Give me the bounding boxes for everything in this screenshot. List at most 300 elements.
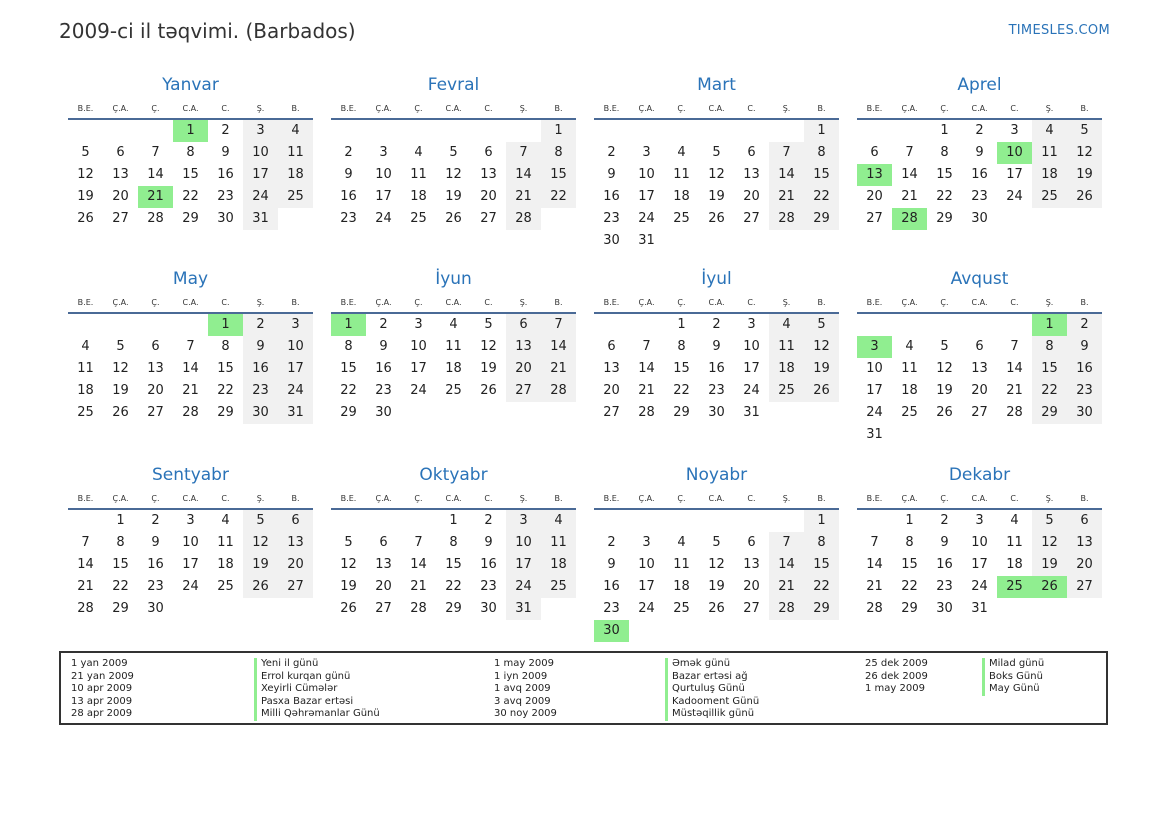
legend-date: 1 iyn 2009 bbox=[494, 670, 548, 682]
day-cell: 7 bbox=[414, 535, 423, 550]
day-cell: 31 bbox=[243, 208, 278, 230]
day-cell: 16 bbox=[708, 361, 725, 376]
day-cell: 12 bbox=[708, 557, 725, 572]
day-cell: 24 bbox=[410, 383, 427, 398]
day-cell: 14 bbox=[182, 361, 199, 376]
day-cell: 26 bbox=[708, 211, 725, 226]
weekday-label: C. bbox=[484, 493, 493, 503]
day-cell: 13 bbox=[1067, 532, 1102, 554]
day-cell: 20 bbox=[603, 383, 620, 398]
weekday-label: C.A. bbox=[971, 493, 988, 503]
empty-cell bbox=[629, 314, 664, 336]
weekday-label: C.A. bbox=[445, 297, 462, 307]
day-cell: 25 bbox=[673, 211, 690, 226]
day-cell: 23 bbox=[217, 189, 234, 204]
empty-cell bbox=[173, 314, 208, 336]
day-cell: 6 bbox=[747, 535, 756, 550]
legend-dates-column bbox=[865, 658, 928, 696]
month-2 bbox=[594, 72, 839, 266]
day-cell: 22 bbox=[804, 576, 839, 598]
empty-cell bbox=[68, 314, 103, 336]
day-cell: 25 bbox=[278, 186, 313, 208]
days-grid bbox=[68, 510, 313, 620]
day-cell: 2 bbox=[975, 123, 984, 138]
day-cell: 10 bbox=[182, 535, 199, 550]
day-cell: 11 bbox=[410, 167, 427, 182]
day-cell: 21 bbox=[410, 579, 427, 594]
empty-cell bbox=[401, 510, 436, 532]
day-cell: 2 bbox=[344, 145, 353, 160]
weekday-label: Ş. bbox=[1045, 297, 1054, 307]
weekday-header bbox=[331, 488, 576, 510]
day-cell: 23 bbox=[480, 579, 497, 594]
days-grid bbox=[594, 314, 839, 424]
legend-holiday-name: Qurtuluş Günü bbox=[665, 683, 759, 696]
day-cell: 3 bbox=[379, 145, 388, 160]
day-cell: 8 bbox=[1032, 336, 1067, 358]
day-cell: 4 bbox=[905, 339, 914, 354]
day-cell: 20 bbox=[375, 579, 392, 594]
day-cell: 15 bbox=[673, 361, 690, 376]
day-cell: 12 bbox=[340, 557, 357, 572]
day-cell: 26 bbox=[804, 380, 839, 402]
day-cell: 21 bbox=[77, 579, 94, 594]
holiday-day-cell: 3 bbox=[857, 336, 892, 358]
day-cell: 16 bbox=[375, 361, 392, 376]
legend-holiday-name: Boks Günü bbox=[982, 671, 1044, 684]
brand-link[interactable]: TIMESLES.COM bbox=[1008, 23, 1110, 38]
day-cell: 5 bbox=[116, 339, 125, 354]
day-cell: 16 bbox=[603, 579, 620, 594]
day-cell: 28 bbox=[769, 208, 804, 230]
day-cell: 24 bbox=[638, 601, 655, 616]
empty-cell bbox=[401, 120, 436, 142]
day-cell: 21 bbox=[769, 576, 804, 598]
day-cell: 30 bbox=[243, 402, 278, 424]
weekday-header bbox=[331, 98, 576, 120]
legend-holiday-name: Kadooment Günü bbox=[665, 696, 759, 709]
day-cell: 3 bbox=[186, 513, 195, 528]
day-cell: 19 bbox=[1032, 554, 1067, 576]
day-cell: 18 bbox=[1032, 164, 1067, 186]
day-cell: 20 bbox=[112, 189, 129, 204]
day-cell: 11 bbox=[217, 535, 234, 550]
weekday-label: B. bbox=[554, 493, 563, 503]
days-grid bbox=[857, 510, 1102, 620]
legend-date: 25 dek 2009 bbox=[865, 658, 928, 669]
weekday-label: Ç. bbox=[414, 493, 423, 503]
day-cell: 24 bbox=[743, 383, 760, 398]
day-cell: 8 bbox=[804, 532, 839, 554]
day-cell: 31 bbox=[638, 233, 655, 248]
day-cell: 9 bbox=[243, 336, 278, 358]
day-cell: 24 bbox=[375, 211, 392, 226]
day-cell: 19 bbox=[708, 579, 725, 594]
month-title: Aprel bbox=[957, 75, 1002, 95]
weekday-label: Ş. bbox=[782, 103, 791, 113]
day-cell: 12 bbox=[804, 336, 839, 358]
day-cell: 6 bbox=[116, 145, 125, 160]
empty-cell bbox=[892, 120, 927, 142]
day-cell: 20 bbox=[743, 189, 760, 204]
weekday-label: Ç.A. bbox=[901, 103, 918, 113]
day-cell: 6 bbox=[607, 339, 616, 354]
day-cell: 24 bbox=[1006, 189, 1023, 204]
day-cell: 11 bbox=[901, 361, 918, 376]
weekday-label: Ç. bbox=[677, 493, 686, 503]
empty-cell bbox=[857, 510, 892, 532]
day-cell: 3 bbox=[506, 510, 541, 532]
weekday-label: Ç. bbox=[414, 103, 423, 113]
weekday-label: B.E. bbox=[77, 103, 94, 113]
weekday-header bbox=[594, 292, 839, 314]
day-cell: 25 bbox=[410, 211, 427, 226]
weekday-header bbox=[857, 488, 1102, 510]
days-grid bbox=[68, 120, 313, 230]
day-cell: 1 bbox=[905, 513, 914, 528]
day-cell: 18 bbox=[278, 164, 313, 186]
weekday-label: Ç. bbox=[414, 297, 423, 307]
day-cell: 1 bbox=[541, 120, 576, 142]
day-cell: 17 bbox=[971, 557, 988, 572]
holiday-day-cell: 10 bbox=[997, 142, 1032, 164]
day-cell: 28 bbox=[1006, 405, 1023, 420]
page-title: 2009-ci il təqvimi. (Barbados) bbox=[59, 19, 356, 43]
day-cell: 18 bbox=[217, 557, 234, 572]
holiday-day-cell: 1 bbox=[1032, 314, 1067, 336]
day-cell: 29 bbox=[901, 601, 918, 616]
month-title: Fevral bbox=[427, 75, 480, 95]
weekday-label: C. bbox=[1010, 103, 1019, 113]
day-cell: 4 bbox=[449, 317, 458, 332]
day-cell: 27 bbox=[147, 405, 164, 420]
holiday-day-cell: 28 bbox=[892, 208, 927, 230]
day-cell: 30 bbox=[217, 211, 234, 226]
holiday-day-cell: 1 bbox=[208, 314, 243, 336]
day-cell: 2 bbox=[484, 513, 493, 528]
day-cell: 18 bbox=[673, 189, 690, 204]
day-cell: 4 bbox=[677, 145, 686, 160]
weekday-label: Ç. bbox=[151, 297, 160, 307]
weekday-label: B.E. bbox=[340, 103, 357, 113]
day-cell: 10 bbox=[971, 535, 988, 550]
weekday-label: B.E. bbox=[77, 297, 94, 307]
day-cell: 3 bbox=[1010, 123, 1019, 138]
day-cell: 8 bbox=[905, 535, 914, 550]
weekday-label: C.A. bbox=[971, 297, 988, 307]
weekday-label: B. bbox=[817, 493, 826, 503]
day-cell: 29 bbox=[217, 405, 234, 420]
day-cell: 5 bbox=[712, 535, 721, 550]
day-cell: 22 bbox=[445, 579, 462, 594]
weekday-label: C. bbox=[221, 297, 230, 307]
day-cell: 27 bbox=[506, 380, 541, 402]
day-cell: 23 bbox=[243, 380, 278, 402]
day-cell: 22 bbox=[182, 189, 199, 204]
day-cell: 14 bbox=[866, 557, 883, 572]
day-cell: 22 bbox=[936, 189, 953, 204]
day-cell: 4 bbox=[81, 339, 90, 354]
day-cell: 23 bbox=[603, 601, 620, 616]
weekday-label: Ç. bbox=[940, 297, 949, 307]
day-cell: 27 bbox=[866, 211, 883, 226]
legend-date: 28 apr 2009 bbox=[71, 708, 133, 720]
day-cell: 4 bbox=[414, 145, 423, 160]
day-cell: 27 bbox=[1067, 576, 1102, 598]
month-10 bbox=[594, 462, 839, 662]
day-cell: 16 bbox=[936, 557, 953, 572]
day-cell: 19 bbox=[77, 189, 94, 204]
day-cell: 22 bbox=[340, 383, 357, 398]
day-cell: 22 bbox=[804, 186, 839, 208]
day-cell: 3 bbox=[414, 317, 423, 332]
day-cell: 5 bbox=[712, 145, 721, 160]
legend-date: 30 noy 2009 bbox=[494, 708, 557, 720]
weekday-label: Ç.A. bbox=[638, 103, 655, 113]
weekday-label: B.E. bbox=[340, 297, 357, 307]
days-grid bbox=[857, 120, 1102, 230]
weekday-header bbox=[68, 488, 313, 510]
weekday-header bbox=[857, 98, 1102, 120]
days-grid bbox=[594, 120, 839, 252]
weekday-header bbox=[857, 292, 1102, 314]
legend-holiday-name: Xeyirli Cümələr bbox=[254, 683, 380, 696]
empty-cell bbox=[594, 510, 629, 532]
day-cell: 20 bbox=[147, 383, 164, 398]
day-cell: 29 bbox=[340, 405, 357, 420]
day-cell: 30 bbox=[603, 233, 620, 248]
weekday-label: B. bbox=[554, 297, 563, 307]
day-cell: 26 bbox=[480, 383, 497, 398]
day-cell: 24 bbox=[971, 579, 988, 594]
day-cell: 29 bbox=[673, 405, 690, 420]
empty-cell bbox=[892, 314, 927, 336]
day-cell: 20 bbox=[278, 554, 313, 576]
day-cell: 18 bbox=[673, 579, 690, 594]
day-cell: 6 bbox=[379, 535, 388, 550]
day-cell: 9 bbox=[975, 145, 984, 160]
empty-cell bbox=[366, 510, 401, 532]
weekday-label: Ş. bbox=[1045, 493, 1054, 503]
weekday-header bbox=[68, 98, 313, 120]
day-cell: 6 bbox=[278, 510, 313, 532]
day-cell: 14 bbox=[506, 164, 541, 186]
day-cell: 4 bbox=[1032, 120, 1067, 142]
day-cell: 9 bbox=[484, 535, 493, 550]
day-cell: 13 bbox=[971, 361, 988, 376]
day-cell: 21 bbox=[901, 189, 918, 204]
day-cell: 13 bbox=[147, 361, 164, 376]
day-cell: 17 bbox=[243, 164, 278, 186]
day-cell: 14 bbox=[147, 167, 164, 182]
day-cell: 4 bbox=[769, 314, 804, 336]
day-cell: 16 bbox=[480, 557, 497, 572]
day-cell: 7 bbox=[642, 339, 651, 354]
weekday-label: B.E. bbox=[866, 297, 883, 307]
day-cell: 25 bbox=[769, 380, 804, 402]
day-cell: 7 bbox=[1010, 339, 1019, 354]
day-cell: 13 bbox=[278, 532, 313, 554]
legend-date: 26 dek 2009 bbox=[865, 670, 928, 682]
day-cell: 28 bbox=[147, 211, 164, 226]
day-cell: 23 bbox=[971, 189, 988, 204]
day-cell: 8 bbox=[116, 535, 125, 550]
days-grid bbox=[331, 314, 576, 424]
weekday-label: Ç. bbox=[940, 103, 949, 113]
day-cell: 29 bbox=[1032, 402, 1067, 424]
day-cell: 23 bbox=[340, 211, 357, 226]
day-cell: 26 bbox=[77, 211, 94, 226]
holiday-day-cell: 25 bbox=[997, 576, 1032, 598]
empty-cell bbox=[138, 314, 173, 336]
day-cell: 9 bbox=[940, 535, 949, 550]
day-cell: 9 bbox=[1067, 336, 1102, 358]
day-cell: 20 bbox=[866, 189, 883, 204]
day-cell: 30 bbox=[936, 601, 953, 616]
day-cell: 13 bbox=[375, 557, 392, 572]
day-cell: 29 bbox=[936, 211, 953, 226]
day-cell: 29 bbox=[804, 208, 839, 230]
weekday-label: Ç.A. bbox=[901, 493, 918, 503]
day-cell: 14 bbox=[541, 336, 576, 358]
weekday-label: B. bbox=[291, 103, 300, 113]
weekday-label: B. bbox=[817, 103, 826, 113]
day-cell: 23 bbox=[147, 579, 164, 594]
day-cell: 19 bbox=[1067, 164, 1102, 186]
day-cell: 5 bbox=[449, 145, 458, 160]
day-cell: 25 bbox=[445, 383, 462, 398]
empty-cell bbox=[629, 510, 664, 532]
month-title: Mart bbox=[697, 75, 736, 95]
day-cell: 25 bbox=[901, 405, 918, 420]
empty-cell bbox=[927, 314, 962, 336]
empty-cell bbox=[664, 120, 699, 142]
empty-cell bbox=[997, 314, 1032, 336]
weekday-header bbox=[594, 98, 839, 120]
day-cell: 13 bbox=[743, 167, 760, 182]
day-cell: 14 bbox=[410, 557, 427, 572]
day-cell: 19 bbox=[480, 361, 497, 376]
day-cell: 15 bbox=[112, 557, 129, 572]
day-cell: 18 bbox=[77, 383, 94, 398]
day-cell: 30 bbox=[480, 601, 497, 616]
day-cell: 27 bbox=[375, 601, 392, 616]
day-cell: 26 bbox=[1067, 186, 1102, 208]
weekday-header bbox=[68, 292, 313, 314]
month-7 bbox=[857, 266, 1102, 462]
empty-cell bbox=[769, 120, 804, 142]
day-cell: 8 bbox=[186, 145, 195, 160]
day-cell: 10 bbox=[278, 336, 313, 358]
day-cell: 2 bbox=[712, 317, 721, 332]
month-title: May bbox=[172, 269, 209, 289]
day-cell: 13 bbox=[603, 361, 620, 376]
empty-cell bbox=[68, 510, 103, 532]
weekday-label: B.E. bbox=[77, 493, 94, 503]
weekday-label: C.A. bbox=[445, 103, 462, 113]
day-cell: 19 bbox=[936, 383, 953, 398]
day-cell: 27 bbox=[971, 405, 988, 420]
weekday-label: B.E. bbox=[603, 297, 620, 307]
day-cell: 3 bbox=[642, 145, 651, 160]
day-cell: 12 bbox=[77, 167, 94, 182]
legend-holiday-name: May Günü bbox=[982, 683, 1044, 696]
month-title: İyul bbox=[701, 269, 732, 289]
weekday-label: Ç. bbox=[677, 103, 686, 113]
day-cell: 17 bbox=[743, 361, 760, 376]
day-cell: 7 bbox=[186, 339, 195, 354]
day-cell: 25 bbox=[77, 405, 94, 420]
legend-holiday-name: Milad günü bbox=[982, 658, 1044, 671]
weekday-label: Ç.A. bbox=[375, 297, 392, 307]
day-cell: 29 bbox=[112, 601, 129, 616]
day-cell: 31 bbox=[971, 601, 988, 616]
legend-holiday-name: Pasxa Bazar ertəsi bbox=[254, 696, 380, 709]
day-cell: 26 bbox=[445, 211, 462, 226]
holiday-day-cell: 13 bbox=[857, 164, 892, 186]
weekday-label: B. bbox=[1080, 297, 1089, 307]
weekday-label: Ç.A. bbox=[112, 103, 129, 113]
day-cell: 20 bbox=[506, 358, 541, 380]
holiday-day-cell: 30 bbox=[594, 620, 629, 642]
day-cell: 30 bbox=[708, 405, 725, 420]
legend-holiday-name: Müstəqillik günü bbox=[665, 708, 759, 721]
day-cell: 5 bbox=[804, 314, 839, 336]
day-cell: 15 bbox=[804, 164, 839, 186]
empty-cell bbox=[734, 120, 769, 142]
weekday-label: Ş. bbox=[256, 103, 265, 113]
legend-date: 1 may 2009 bbox=[865, 683, 925, 695]
day-cell: 2 bbox=[379, 317, 388, 332]
day-cell: 19 bbox=[804, 358, 839, 380]
day-cell: 14 bbox=[769, 554, 804, 576]
day-cell: 9 bbox=[221, 145, 230, 160]
weekday-label: Ş. bbox=[782, 493, 791, 503]
weekday-label: C. bbox=[484, 297, 493, 307]
day-cell: 15 bbox=[804, 554, 839, 576]
day-cell: 29 bbox=[804, 598, 839, 620]
day-cell: 23 bbox=[375, 383, 392, 398]
month-title: İyun bbox=[435, 269, 472, 289]
day-cell: 8 bbox=[940, 145, 949, 160]
days-grid bbox=[331, 510, 576, 620]
weekday-label: C.A. bbox=[182, 103, 199, 113]
day-cell: 15 bbox=[1032, 358, 1067, 380]
days-grid bbox=[68, 314, 313, 424]
day-cell: 2 bbox=[940, 513, 949, 528]
month-4 bbox=[68, 266, 313, 462]
month-5 bbox=[331, 266, 576, 462]
day-cell: 26 bbox=[112, 405, 129, 420]
day-cell: 28 bbox=[77, 601, 94, 616]
day-cell: 26 bbox=[936, 405, 953, 420]
day-cell: 11 bbox=[278, 142, 313, 164]
day-cell: 20 bbox=[480, 189, 497, 204]
day-cell: 14 bbox=[1006, 361, 1023, 376]
day-cell: 12 bbox=[243, 532, 278, 554]
empty-cell bbox=[857, 120, 892, 142]
day-cell: 6 bbox=[151, 339, 160, 354]
holiday-day-cell: 26 bbox=[1032, 576, 1067, 598]
day-cell: 3 bbox=[243, 120, 278, 142]
day-cell: 6 bbox=[506, 314, 541, 336]
weekday-label: Ç. bbox=[677, 297, 686, 307]
day-cell: 1 bbox=[804, 120, 839, 142]
empty-cell bbox=[331, 510, 366, 532]
weekday-label: Ç. bbox=[151, 103, 160, 113]
day-cell: 4 bbox=[278, 120, 313, 142]
day-cell: 18 bbox=[410, 189, 427, 204]
